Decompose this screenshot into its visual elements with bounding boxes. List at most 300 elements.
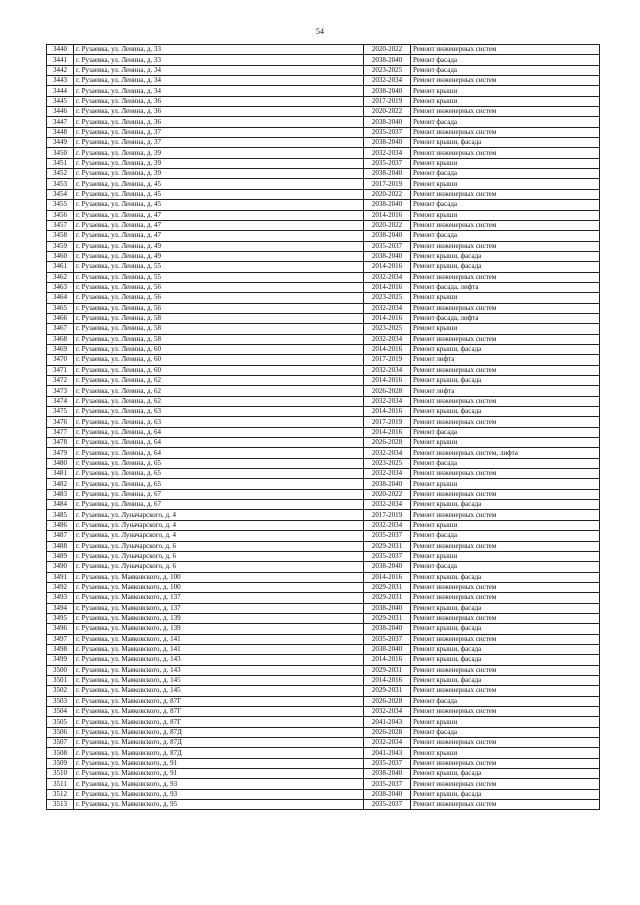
table-row	[47, 86, 600, 96]
address-cell: г. Рузаевка, ул. Ленина, д. 67	[74, 500, 364, 510]
row-number: 3447	[47, 117, 74, 127]
address-cell: г. Рузаевка, ул. Маяковского, д. 87Д	[74, 727, 364, 737]
row-number: 3502	[47, 686, 74, 696]
period-cell: 2038-2040	[364, 231, 411, 241]
period-cell: 2020-2022	[364, 189, 411, 199]
period-cell: 2038-2040	[364, 169, 411, 179]
period-cell: 2032-2034	[364, 76, 411, 86]
period-cell: 2032-2034	[364, 500, 411, 510]
repair-type-cell: Ремонт крыши, фасада	[411, 769, 600, 779]
repair-type-cell: Ремонт крыши	[411, 717, 600, 727]
row-number: 3443	[47, 76, 74, 86]
address-cell: г. Рузаевка, ул. Ленина, д. 47	[74, 220, 364, 230]
address-cell: г. Рузаевка, ул. Ленина, д. 60	[74, 355, 364, 365]
row-number: 3506	[47, 727, 74, 737]
row-number: 3470	[47, 355, 74, 365]
table-row	[47, 251, 600, 261]
table-row	[47, 696, 600, 706]
repair-type-cell: Ремонт инженерных систем	[411, 148, 600, 158]
row-number: 3479	[47, 448, 74, 458]
row-number: 3457	[47, 220, 74, 230]
address-cell: г. Рузаевка, ул. Маяковского, д. 87Д	[74, 738, 364, 748]
period-cell: 2014-2016	[364, 407, 411, 417]
repair-type-cell: Ремонт крыши, фасада	[411, 655, 600, 665]
period-cell: 2035-2037	[364, 127, 411, 137]
repair-type-cell: Ремонт инженерных систем	[411, 779, 600, 789]
repair-type-cell: Ремонт инженерных систем	[411, 45, 600, 55]
repair-type-cell: Ремонт инженерных систем	[411, 365, 600, 375]
table-row	[47, 469, 600, 479]
period-cell: 2035-2037	[364, 241, 411, 251]
table-row	[47, 386, 600, 396]
period-cell: 2032-2034	[364, 303, 411, 313]
period-cell: 2014-2016	[364, 376, 411, 386]
repair-type-cell: Ремонт крыши, фасада	[411, 138, 600, 148]
repair-type-cell: Ремонт фасада	[411, 55, 600, 65]
repair-type-cell: Ремонт инженерных систем	[411, 334, 600, 344]
row-number: 3481	[47, 469, 74, 479]
period-cell: 2038-2040	[364, 138, 411, 148]
table-row	[47, 179, 600, 189]
row-number: 3489	[47, 551, 74, 561]
address-cell: г. Рузаевка, ул. Ленина, д. 62	[74, 376, 364, 386]
repair-type-cell: Ремонт крыши, фасада	[411, 262, 600, 272]
address-cell: г. Рузаевка, ул. Луначарского, д. 4	[74, 510, 364, 520]
table-row	[47, 758, 600, 768]
row-number: 3446	[47, 107, 74, 117]
row-number: 3451	[47, 158, 74, 168]
row-number: 3475	[47, 407, 74, 417]
period-cell: 2014-2016	[364, 262, 411, 272]
repair-type-cell: Ремонт крыши	[411, 324, 600, 334]
address-cell: г. Рузаевка, ул. Маяковского, д. 145	[74, 675, 364, 685]
period-cell: 2038-2040	[364, 55, 411, 65]
row-number: 3448	[47, 127, 74, 137]
table-row	[47, 241, 600, 251]
period-cell: 2035-2037	[364, 531, 411, 541]
address-cell: г. Рузаевка, ул. Ленина, д. 49	[74, 241, 364, 251]
address-cell: г. Рузаевка, ул. Ленина, д. 64	[74, 427, 364, 437]
address-cell: г. Рузаевка, ул. Маяковского, д. 139	[74, 613, 364, 623]
repair-type-cell: Ремонт крыши	[411, 293, 600, 303]
period-cell: 2035-2037	[364, 800, 411, 810]
address-cell: г. Рузаевка, ул. Ленина, д. 39	[74, 169, 364, 179]
row-number: 3509	[47, 758, 74, 768]
table-row	[47, 707, 600, 717]
row-number: 3463	[47, 282, 74, 292]
period-cell: 2014-2016	[364, 675, 411, 685]
table-row	[47, 55, 600, 65]
row-number: 3466	[47, 313, 74, 323]
period-cell: 2029-2031	[364, 582, 411, 592]
repair-type-cell: Ремонт инженерных систем	[411, 76, 600, 86]
period-cell: 2014-2016	[364, 210, 411, 220]
address-cell: г. Рузаевка, ул. Ленина, д. 55	[74, 262, 364, 272]
table-row	[47, 655, 600, 665]
repair-type-cell: Ремонт инженерных систем	[411, 127, 600, 137]
period-cell: 2032-2034	[364, 148, 411, 158]
table-row	[47, 355, 600, 365]
row-number: 3494	[47, 603, 74, 613]
repair-type-cell: Ремонт крыши, фасада	[411, 644, 600, 654]
address-cell: г. Рузаевка, ул. Ленина, д. 56	[74, 282, 364, 292]
address-cell: г. Рузаевка, ул. Ленина, д. 33	[74, 55, 364, 65]
period-cell: 2032-2034	[364, 707, 411, 717]
address-cell: г. Рузаевка, ул. Ленина, д. 58	[74, 334, 364, 344]
address-cell: г. Рузаевка, ул. Маяковского, д. 137	[74, 593, 364, 603]
repair-type-cell: Ремонт крыши	[411, 86, 600, 96]
repair-type-cell: Ремонт инженерных систем	[411, 469, 600, 479]
repair-type-cell: Ремонт инженерных систем	[411, 510, 600, 520]
repair-type-cell: Ремонт лифта	[411, 386, 600, 396]
period-cell: 2038-2040	[364, 479, 411, 489]
table-row	[47, 169, 600, 179]
table-row	[47, 396, 600, 406]
row-number: 3467	[47, 324, 74, 334]
period-cell: 2023-2025	[364, 293, 411, 303]
address-cell: г. Рузаевка, ул. Ленина, д. 49	[74, 251, 364, 261]
period-cell: 2038-2040	[364, 251, 411, 261]
address-cell: г. Рузаевка, ул. Ленина, д. 67	[74, 489, 364, 499]
repair-type-cell: Ремонт фасада	[411, 231, 600, 241]
address-cell: г. Рузаевка, ул. Ленина, д. 58	[74, 313, 364, 323]
row-number: 3487	[47, 531, 74, 541]
address-cell: г. Рузаевка, ул. Ленина, д. 65	[74, 458, 364, 468]
table-row	[47, 334, 600, 344]
repair-type-cell: Ремонт фасада	[411, 531, 600, 541]
repair-type-cell: Ремонт инженерных систем	[411, 489, 600, 499]
row-number: 3501	[47, 675, 74, 685]
table-row	[47, 138, 600, 148]
table-row	[47, 231, 600, 241]
page-number: 54	[316, 27, 324, 36]
address-cell: г. Рузаевка, ул. Ленина, д. 62	[74, 396, 364, 406]
row-number: 3474	[47, 396, 74, 406]
table-row	[47, 365, 600, 375]
row-number: 3477	[47, 427, 74, 437]
address-cell: г. Рузаевка, ул. Ленина, д. 62	[74, 386, 364, 396]
period-cell: 2014-2016	[364, 313, 411, 323]
address-cell: г. Рузаевка, ул. Ленина, д. 64	[74, 438, 364, 448]
table-row	[47, 344, 600, 354]
table-row	[47, 593, 600, 603]
row-number: 3444	[47, 86, 74, 96]
row-number: 3441	[47, 55, 74, 65]
repair-type-cell: Ремонт фасада, лифта	[411, 313, 600, 323]
address-cell: г. Рузаевка, ул. Ленина, д. 58	[74, 324, 364, 334]
repair-type-cell: Ремонт инженерных систем	[411, 758, 600, 768]
period-cell: 2014-2016	[364, 655, 411, 665]
period-cell: 2017-2019	[364, 96, 411, 106]
row-number: 3454	[47, 189, 74, 199]
row-number: 3498	[47, 644, 74, 654]
period-cell: 2032-2034	[364, 334, 411, 344]
repair-type-cell: Ремонт фасада	[411, 200, 600, 210]
table-row	[47, 272, 600, 282]
address-cell: г. Рузаевка, ул. Ленина, д. 36	[74, 117, 364, 127]
repair-type-cell: Ремонт инженерных систем	[411, 686, 600, 696]
table-row	[47, 520, 600, 530]
address-cell: г. Рузаевка, ул. Ленина, д. 63	[74, 417, 364, 427]
table-row	[47, 438, 600, 448]
row-number: 3499	[47, 655, 74, 665]
period-cell: 2017-2019	[364, 179, 411, 189]
repair-type-cell: Ремонт крыши	[411, 520, 600, 530]
period-cell: 2023-2025	[364, 324, 411, 334]
repair-type-cell: Ремонт фасада	[411, 458, 600, 468]
repair-type-cell: Ремонт инженерных систем	[411, 189, 600, 199]
table-row	[47, 582, 600, 592]
address-cell: г. Рузаевка, ул. Маяковского, д. 137	[74, 603, 364, 613]
row-number: 3493	[47, 593, 74, 603]
repair-type-cell: Ремонт фасада	[411, 117, 600, 127]
table-row	[47, 65, 600, 75]
row-number: 3500	[47, 665, 74, 675]
period-cell: 2014-2016	[364, 572, 411, 582]
repair-type-cell: Ремонт фасада	[411, 65, 600, 75]
repair-type-cell: Ремонт крыши	[411, 479, 600, 489]
table-row	[47, 510, 600, 520]
address-cell: г. Рузаевка, ул. Луначарского, д. 6	[74, 551, 364, 561]
row-number: 3512	[47, 789, 74, 799]
row-number: 3461	[47, 262, 74, 272]
table-row	[47, 282, 600, 292]
row-number: 3483	[47, 489, 74, 499]
period-cell: 2032-2034	[364, 448, 411, 458]
row-number: 3469	[47, 344, 74, 354]
table-row	[47, 686, 600, 696]
period-cell: 2032-2034	[364, 365, 411, 375]
row-number: 3482	[47, 479, 74, 489]
address-cell: г. Рузаевка, ул. Маяковского, д. 91	[74, 769, 364, 779]
period-cell: 2026-2028	[364, 386, 411, 396]
period-cell: 2038-2040	[364, 644, 411, 654]
row-number: 3510	[47, 769, 74, 779]
address-cell: г. Рузаевка, ул. Маяковского, д. 143	[74, 655, 364, 665]
table-row	[47, 551, 600, 561]
repair-type-cell: Ремонт крыши, фасада	[411, 624, 600, 634]
repair-type-cell: Ремонт лифта	[411, 355, 600, 365]
address-cell: г. Рузаевка, ул. Маяковского, д. 93	[74, 779, 364, 789]
table-row	[47, 603, 600, 613]
address-cell: г. Рузаевка, ул. Ленина, д. 37	[74, 138, 364, 148]
repair-type-cell: Ремонт фасада	[411, 562, 600, 572]
period-cell: 2038-2040	[364, 769, 411, 779]
row-number: 3480	[47, 458, 74, 468]
period-cell: 2023-2025	[364, 458, 411, 468]
repair-type-cell: Ремонт инженерных систем	[411, 541, 600, 551]
repair-type-cell: Ремонт инженерных систем	[411, 417, 600, 427]
address-cell: г. Рузаевка, ул. Маяковского, д. 91	[74, 758, 364, 768]
address-cell: г. Рузаевка, ул. Маяковского, д. 87Г	[74, 717, 364, 727]
address-cell: г. Рузаевка, ул. Маяковского, д. 141	[74, 644, 364, 654]
period-cell: 2014-2016	[364, 282, 411, 292]
row-number: 3505	[47, 717, 74, 727]
address-cell: г. Рузаевка, ул. Ленина, д. 45	[74, 189, 364, 199]
table-row	[47, 293, 600, 303]
address-cell: г. Рузаевка, ул. Ленина, д. 37	[74, 127, 364, 137]
repair-type-cell: Ремонт инженерных систем	[411, 220, 600, 230]
address-cell: г. Рузаевка, ул. Ленина, д. 34	[74, 86, 364, 96]
address-cell: г. Рузаевка, ул. Ленина, д. 34	[74, 65, 364, 75]
period-cell: 2029-2031	[364, 613, 411, 623]
period-cell: 2014-2016	[364, 344, 411, 354]
repair-type-cell: Ремонт крыши, фасада	[411, 500, 600, 510]
repair-type-cell: Ремонт крыши, фасада	[411, 789, 600, 799]
period-cell: 2035-2037	[364, 551, 411, 561]
table-row	[47, 531, 600, 541]
row-number: 3511	[47, 779, 74, 789]
address-cell: г. Рузаевка, ул. Ленина, д. 45	[74, 200, 364, 210]
row-number: 3478	[47, 438, 74, 448]
period-cell: 2032-2034	[364, 738, 411, 748]
repair-type-cell: Ремонт инженерных систем	[411, 665, 600, 675]
row-number: 3452	[47, 169, 74, 179]
repair-type-cell: Ремонт фасада	[411, 696, 600, 706]
address-cell: г. Рузаевка, ул. Маяковского, д. 87Г	[74, 707, 364, 717]
row-number: 3492	[47, 582, 74, 592]
period-cell: 2038-2040	[364, 603, 411, 613]
period-cell: 2041-2043	[364, 717, 411, 727]
address-cell: г. Рузаевка, ул. Ленина, д. 34	[74, 76, 364, 86]
repair-type-cell: Ремонт инженерных систем	[411, 272, 600, 282]
row-number: 3449	[47, 138, 74, 148]
repair-type-cell: Ремонт фасада	[411, 427, 600, 437]
table-row	[47, 562, 600, 572]
repair-type-cell: Ремонт инженерных систем	[411, 613, 600, 623]
row-number: 3497	[47, 634, 74, 644]
table-row	[47, 127, 600, 137]
row-number: 3496	[47, 624, 74, 634]
table-row	[47, 107, 600, 117]
address-cell: г. Рузаевка, ул. Маяковского, д. 145	[74, 686, 364, 696]
table-row	[47, 479, 600, 489]
table-row	[47, 800, 600, 810]
row-number: 3508	[47, 748, 74, 758]
address-cell: г. Рузаевка, ул. Ленина, д. 64	[74, 448, 364, 458]
repair-type-cell: Ремонт крыши, фасада	[411, 344, 600, 354]
repair-schedule-table	[46, 44, 600, 810]
period-cell: 2026-2028	[364, 438, 411, 448]
row-number: 3507	[47, 738, 74, 748]
address-cell: г. Рузаевка, ул. Маяковского, д. 95	[74, 800, 364, 810]
table-row	[47, 417, 600, 427]
table-row	[47, 769, 600, 779]
address-cell: г. Рузаевка, ул. Маяковского, д. 93	[74, 789, 364, 799]
period-cell: 2014-2016	[364, 427, 411, 437]
row-number: 3465	[47, 303, 74, 313]
table-row	[47, 613, 600, 623]
address-cell: г. Рузаевка, ул. Ленина, д. 56	[74, 293, 364, 303]
repair-type-cell: Ремонт крыши, фасада	[411, 407, 600, 417]
repair-type-cell: Ремонт крыши	[411, 179, 600, 189]
period-cell: 2020-2022	[364, 489, 411, 499]
row-number: 3453	[47, 179, 74, 189]
repair-type-cell: Ремонт крыши, фасада	[411, 251, 600, 261]
table-row	[47, 458, 600, 468]
period-cell: 2017-2019	[364, 355, 411, 365]
table-row	[47, 448, 600, 458]
address-cell: г. Рузаевка, ул. Ленина, д. 36	[74, 96, 364, 106]
period-cell: 2035-2037	[364, 779, 411, 789]
address-cell: г. Рузаевка, ул. Ленина, д. 65	[74, 469, 364, 479]
address-cell: г. Рузаевка, ул. Маяковского, д. 143	[74, 665, 364, 675]
address-cell: г. Рузаевка, ул. Луначарского, д. 6	[74, 541, 364, 551]
row-number: 3495	[47, 613, 74, 623]
table-row	[47, 189, 600, 199]
address-cell: г. Рузаевка, ул. Ленина, д. 47	[74, 231, 364, 241]
period-cell: 2026-2028	[364, 727, 411, 737]
table-row	[47, 727, 600, 737]
period-cell: 2032-2034	[364, 396, 411, 406]
address-cell: г. Рузаевка, ул. Маяковского, д. 100	[74, 582, 364, 592]
table-row	[47, 644, 600, 654]
address-cell: г. Рузаевка, ул. Луначарского, д. 4	[74, 531, 364, 541]
row-number: 3462	[47, 272, 74, 282]
row-number: 3464	[47, 293, 74, 303]
repair-type-cell: Ремонт инженерных систем	[411, 800, 600, 810]
address-cell: г. Рузаевка, ул. Луначарского, д. 6	[74, 562, 364, 572]
table-row	[47, 500, 600, 510]
period-cell: 2029-2031	[364, 541, 411, 551]
table-row	[47, 779, 600, 789]
period-cell: 2023-2025	[364, 65, 411, 75]
table-row	[47, 148, 600, 158]
table-row	[47, 738, 600, 748]
address-cell: г. Рузаевка, ул. Ленина, д. 65	[74, 479, 364, 489]
table-row	[47, 262, 600, 272]
row-number: 3476	[47, 417, 74, 427]
address-cell: г. Рузаевка, ул. Маяковского, д. 87Д	[74, 748, 364, 758]
period-cell: 2029-2031	[364, 593, 411, 603]
period-cell: 2020-2022	[364, 45, 411, 55]
period-cell: 2026-2028	[364, 696, 411, 706]
repair-type-cell: Ремонт инженерных систем	[411, 593, 600, 603]
table-row	[47, 376, 600, 386]
address-cell: г. Рузаевка, ул. Луначарского, д. 4	[74, 520, 364, 530]
row-number: 3473	[47, 386, 74, 396]
repair-type-cell: Ремонт инженерных систем	[411, 738, 600, 748]
period-cell: 2038-2040	[364, 200, 411, 210]
period-cell: 2020-2022	[364, 220, 411, 230]
address-cell: г. Рузаевка, ул. Ленина, д. 60	[74, 344, 364, 354]
address-cell: г. Рузаевка, ул. Ленина, д. 45	[74, 179, 364, 189]
period-cell: 2017-2019	[364, 417, 411, 427]
row-number: 3471	[47, 365, 74, 375]
address-cell: г. Рузаевка, ул. Ленина, д. 39	[74, 148, 364, 158]
repair-type-cell: Ремонт крыши, фасада	[411, 376, 600, 386]
period-cell: 2017-2019	[364, 510, 411, 520]
row-number: 3450	[47, 148, 74, 158]
address-cell: г. Рузаевка, ул. Маяковского, д. 139	[74, 624, 364, 634]
repair-type-cell: Ремонт фасада	[411, 169, 600, 179]
table-row	[47, 303, 600, 313]
row-number: 3472	[47, 376, 74, 386]
repair-type-cell: Ремонт крыши, фасада	[411, 675, 600, 685]
table-row	[47, 200, 600, 210]
period-cell: 2032-2034	[364, 469, 411, 479]
table-row	[47, 76, 600, 86]
period-cell: 2041-2043	[364, 748, 411, 758]
row-number: 3456	[47, 210, 74, 220]
row-number: 3491	[47, 572, 74, 582]
period-cell: 2032-2034	[364, 272, 411, 282]
repair-type-cell: Ремонт инженерных систем, лифта	[411, 448, 600, 458]
period-cell: 2020-2022	[364, 107, 411, 117]
address-cell: г. Рузаевка, ул. Маяковского, д. 141	[74, 634, 364, 644]
table-row	[47, 541, 600, 551]
repair-type-cell: Ремонт инженерных систем	[411, 303, 600, 313]
